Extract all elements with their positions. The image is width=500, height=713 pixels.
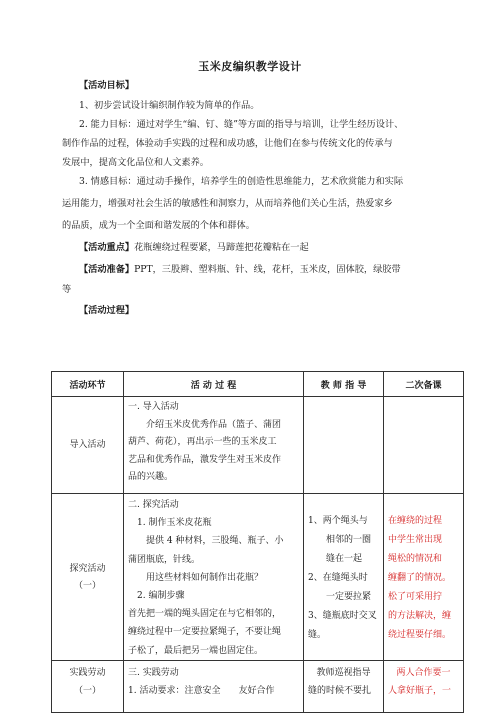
row2-process-line: 2. 编制步骤 xyxy=(137,591,185,602)
row3-second-line: 人拿好瓶子，一 xyxy=(388,685,452,696)
header-process: 活 动 过 程 xyxy=(124,372,304,397)
row2-process-line: 1. 制作玉米皮花瓶 xyxy=(137,518,212,529)
goal-line-7: 的品质，成为一个全面和谐发展的个体和群体。 xyxy=(62,220,255,231)
process-heading: 【活动过程】 xyxy=(79,305,135,316)
row2-guide-line: 相邻的一圈 xyxy=(326,535,372,545)
prep-line-2: 等 xyxy=(62,284,72,295)
table-row xyxy=(52,661,464,713)
table-row xyxy=(52,494,464,661)
goals-heading: 【活动目标】 xyxy=(79,80,135,91)
row1-process-line: 品的兴趣。 xyxy=(128,472,174,482)
row2-guide xyxy=(304,494,383,645)
table-row xyxy=(52,397,464,494)
table-header-row xyxy=(52,372,464,397)
row2-guide-line: 2、在缝绳头时 xyxy=(308,573,368,583)
header-second: 二次备课 xyxy=(384,372,464,397)
row2-guide-line: 1、两个绳头与 xyxy=(308,516,368,526)
row1-stage: 导入活动 xyxy=(69,440,106,451)
row2-second-line: 绕过程要仔细。 xyxy=(388,630,452,640)
goal-line-3: 制作作品的过程，体验动手实践的过程和成功感，让他们在参与传统文化的传承与 xyxy=(62,138,393,149)
row2-second-line: 松了可采用拧 xyxy=(388,592,443,602)
document-title: 玉米皮编织教学设计 xyxy=(198,60,302,73)
row2-second-line: 缠翻了的情况。 xyxy=(388,573,452,583)
row1-process-line: 介绍玉米皮优秀作品（篮子、蒲团 xyxy=(146,419,282,430)
goal-line-6: 运用能力，增强对社会生活的敏感性和洞察力，从而培养他们关心生活，热爱家乡 xyxy=(62,198,393,209)
row2-process-line: 首先把一端的绳头固定在与它相邻的， xyxy=(128,609,282,620)
goal-line-1: 1、初步尝试设计编织制作较为简单的作品。 xyxy=(79,100,260,111)
row1-process-line: 葫芦、荷花），再出示一些的玉米皮工 xyxy=(128,437,277,447)
row2-process-line: 二. 探究活动 xyxy=(128,500,179,510)
goal-line-2: 2. 能力目标：通过对学生“编、钉、缝”等方面的指导与培训，让学生经历设计、 xyxy=(79,119,404,130)
header-stage: 活动环节 xyxy=(52,372,124,397)
row3-stage-line: （一） xyxy=(73,685,101,696)
row1-process-line: 艺品和优秀作品，激发学生对玉米皮作 xyxy=(128,454,282,465)
row2-stage-line: （一） xyxy=(73,581,101,591)
row2-second xyxy=(384,494,463,645)
activity-table xyxy=(51,371,464,713)
goal-line-4: 发展中，提高文化品位和人文素养。 xyxy=(62,157,209,168)
row2-process-line: 蒲团瓶底，针线。 xyxy=(128,554,201,565)
row3-guide-line: 教师巡视指导 xyxy=(316,668,371,678)
row3-guide-line: 缝的时候不要扎 xyxy=(308,685,372,696)
row2-process-line: 缠绕过程中一定要拉紧绳子，不要让绳 xyxy=(128,627,282,638)
row1-process xyxy=(124,397,303,487)
row1-process-line: 一. 导入活动 xyxy=(128,402,179,412)
goal-line-5: 3. 情感目标：通过动手操作，培养学生的创造性思维能力，艺术欣赏能力和实际 xyxy=(79,176,404,187)
row3-stage xyxy=(52,661,123,700)
row2-stage-line: 探究活动 xyxy=(69,563,106,574)
row3-stage-line: 实践劳动 xyxy=(69,668,106,678)
row2-guide-line: 缝在一起 xyxy=(326,554,363,564)
row2-guide-line: 一定要拉紧 xyxy=(326,592,372,602)
row2-process-line: 用这些材料如何制作出花瓶？ xyxy=(146,572,264,583)
row2-process-line: 子松了，最后把另一端也固定住。 xyxy=(128,645,264,656)
row2-second-line: 中学生常出现 xyxy=(388,535,443,545)
row3-second xyxy=(384,661,463,700)
row3-process-line: 1. 活动要求：注意安全 友好合作 xyxy=(128,685,275,696)
row3-process xyxy=(124,661,303,700)
row3-second-line: 两人合作要一 xyxy=(396,668,451,678)
row2-second-line: 绳松的情况和 xyxy=(388,554,443,564)
row3-process-line: 三. 实践劳动 xyxy=(128,668,179,678)
key-point-heading: 【活动重点】 xyxy=(79,242,135,253)
prep-line-1: PPT，三股辫、塑料瓶、针、线，花杆，玉米皮，固体胶，绿胶带 xyxy=(134,264,401,275)
row2-guide-line: 3、缝瓶底时交叉 xyxy=(308,611,377,621)
header-guide: 教 师 指 导 xyxy=(304,372,384,397)
row1-second xyxy=(384,397,464,494)
row2-process-line: 提供 4 种材料，三股绳、瓶子、小 xyxy=(146,536,284,547)
row2-stage xyxy=(52,559,123,596)
preparation xyxy=(79,260,401,279)
row3-guide xyxy=(304,661,383,700)
row2-guide-line: 缝。 xyxy=(308,630,327,640)
row2-process xyxy=(124,494,303,660)
key-point xyxy=(79,238,309,257)
prep-heading: 【活动准备】 xyxy=(79,264,135,275)
row2-second-line: 在缠绕的过程 xyxy=(388,516,443,526)
row1-guide xyxy=(304,397,384,494)
key-point-text: 花瓶缠绕过程要紧，马蹄莲把花瓣粘在一起 xyxy=(134,242,309,253)
row2-second-line: 的方法解决，缠 xyxy=(388,611,452,621)
